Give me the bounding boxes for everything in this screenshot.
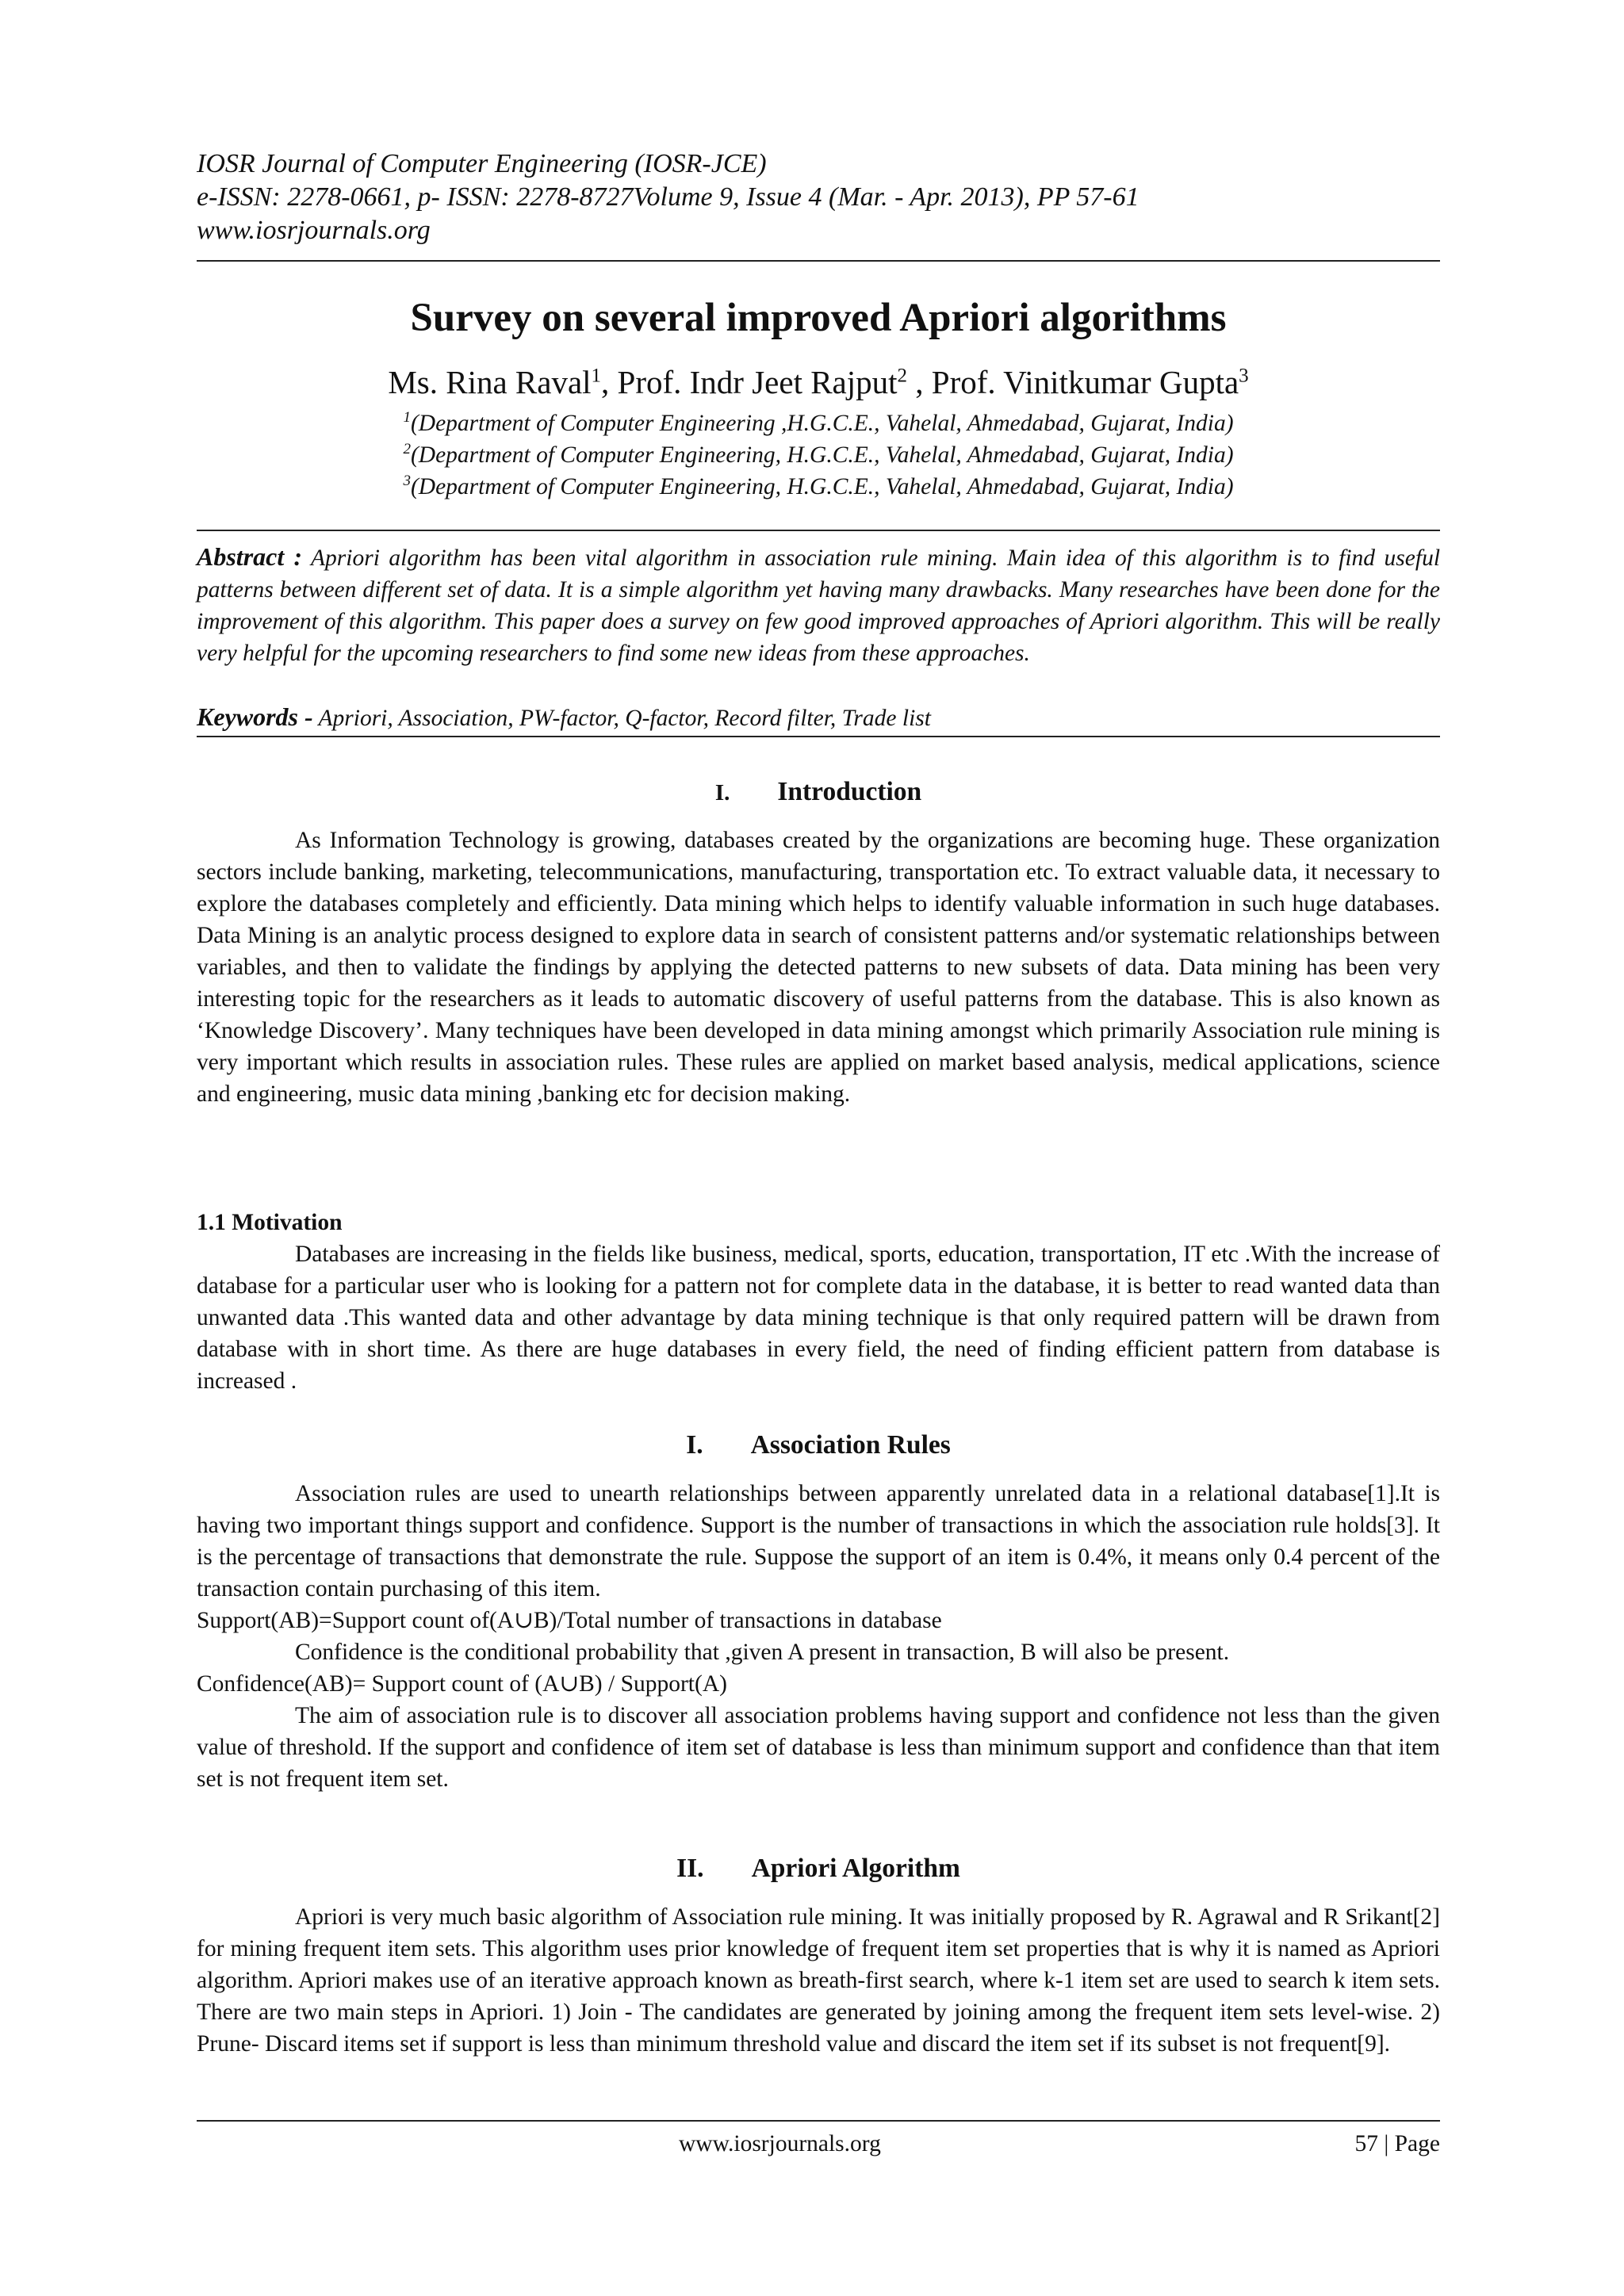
affiliation: [197, 471, 1440, 503]
abstract: [197, 541, 1440, 669]
footer-rule: [197, 2120, 1440, 2122]
keywords-label: Keywords -: [197, 702, 313, 731]
affiliations: [197, 408, 1440, 503]
section-number: II.: [676, 1854, 704, 1883]
section-number: I.: [714, 780, 730, 806]
paragraph: Apriori is very much basic algorithm of Association rule mining. It was initially proposed by R. Agrawal and R Srikant[2] for mining frequent item sets. This algorithm uses prior knowledge of frequent item set properties that is why it is named as Apriori algorithm. Apriori makes use of an iterative approach known as breath-first search, where k-1 item set are used to search k item sets. There are two main steps in Apriori. 1) Join - The candidates are generated by joining among the frequent item sets level-wise. 2) Prune- Discard items set if support is less than minimum threshold value and discard the item set if its subset is not frequent[9].: [197, 1904, 1440, 2057]
author-name: Prof. Indr Jeet Rajput: [617, 364, 898, 400]
paragraph: Databases are increasing in the fields like business, medical, sports, education, transportation, IT etc .With the increase of database for a particular user who is looking for a pattern not for complete data in the database, it is better to read wanted data than unwanted data .This wanted data and other advantage by data mining technique is that only required pattern will be drawn from database with in short time. As there are huge databases in every field, the need of finding efficient pattern from database is increased .: [197, 1242, 1440, 1394]
keywords-text: Apriori, Association, PW-factor, Q-factor, Record filter, Trade list: [318, 706, 931, 731]
section-title: Association Rules: [750, 1430, 951, 1460]
paragraph: The aim of association rule is to discover all association problems having support and confidence not less than the given value of threshold. If the support and confidence of item set of database is less than minimum support and confidence than that item set is not frequent item set.: [197, 1703, 1440, 1792]
affiliation-sup: 2: [403, 441, 411, 458]
paragraph: As Information Technology is growing, databases created by the organizations are becoming huge. These organization sectors include banking, marketing, telecommunications, manufacturing, transportation etc. To extract valuable data, it necessary to explore the databases completely and efficiently. Data mining which helps to identify valuable information in such huge databases. Data Mining is an analytic process designed to explore data in search of consistent patterns and/or systematic relationships between variables, and then to validate the findings by applying the detected patterns to new subsets of data. Data mining has been very interesting topic for the researchers as it leads to automatic discovery of useful patterns from the database. This is also known as ‘Knowledge Discovery’. Many techniques have been developed in data mining amongst which primarily Association rule mining is very important which results in association rules. These rules are applied on market based analysis, medical applications, science and engineering, music data mining ,banking etc for decision making.: [197, 828, 1440, 1107]
section-heading-introduction: [197, 775, 1440, 809]
section-heading-apriori-algorithm: [197, 1852, 1440, 1885]
keywords: [197, 701, 1440, 734]
section-heading-association-rules: [197, 1429, 1440, 1462]
footer-website: www.iosrjournals.org: [679, 2131, 881, 2156]
affiliation-text: (Department of Computer Engineering, H.G.C.E., Vahelal, Ahmedabad, Gujarat, India): [410, 474, 1234, 499]
author-separator: ,: [907, 364, 932, 400]
section-title: Introduction: [777, 777, 922, 806]
issn-line: e-ISSN: 2278-0661, p- ISSN: 2278-8727Volume 9, Issue 4 (Mar. - Apr. 2013), PP 57-61: [197, 182, 1139, 212]
author-sup: 2: [897, 365, 908, 387]
journal-header: [197, 147, 1440, 247]
affiliation-text: (Department of Computer Engineering, H.G.C.E., Vahelal, Ahmedabad, Gujarat, India): [410, 442, 1234, 468]
apriori-body: [197, 1901, 1440, 2060]
abstract-bottom-rule: [197, 736, 1440, 737]
subsection-heading-motivation: 1.1 Motivation: [197, 1210, 343, 1235]
association-rules-body: [197, 1478, 1440, 1795]
journal-name: IOSR Journal of Computer Engineering (IOSR-JCE): [197, 149, 767, 178]
paragraph: Confidence is the conditional probability that ,given A present in transaction, B will also be present.: [295, 1640, 1230, 1665]
journal-website: www.iosrjournals.org: [197, 216, 431, 245]
affiliation: [197, 408, 1440, 439]
abstract-text: Apriori algorithm has been vital algorithm in association rule mining. Main idea of this algorithm is to find useful patterns between different set of data. It is a simple algorithm yet having many drawbacks. Many researches have been done for the improvement of this algorithm. This paper does a survey on few good improved approaches of Apriori algorithm. This will be really very helpful for the upcoming researchers to find some new ideas from these approaches.: [197, 545, 1441, 666]
affiliation-sup: 1: [403, 409, 411, 427]
motivation-body: [197, 1238, 1440, 1397]
author-sup: 3: [1239, 365, 1249, 387]
affiliation: [197, 439, 1440, 471]
introduction-body: [197, 825, 1440, 1110]
author-name: Ms. Rina Raval: [388, 364, 592, 400]
author-name: Prof. Vinitkumar Gupta: [931, 364, 1239, 400]
section-number: I.: [686, 1430, 703, 1460]
header-rule: [197, 260, 1440, 262]
affiliation-sup: 3: [403, 473, 411, 490]
abstract-top-rule: [197, 530, 1440, 531]
paragraph: Association rules are used to unearth relationships between apparently unrelated data in a relational database[1].It is having two important things support and confidence. Support is the number of transactions in which the association rule holds[3]. It is the percentage of transactions that demonstrate the rule. Suppose the support of an item is 0.4%, it means only 0.4 percent of the transaction contain purchasing of this item.: [197, 1481, 1440, 1601]
author-sup: 1: [591, 365, 602, 387]
page-number: 57 | Page: [1354, 2131, 1440, 2156]
section-title: Apriori Algorithm: [751, 1854, 960, 1883]
abstract-label: Abstract :: [197, 542, 303, 571]
affiliation-text: (Department of Computer Engineering ,H.G.C.E., Vahelal, Ahmedabad, Gujarat, India): [410, 411, 1234, 436]
author-separator: ,: [601, 364, 618, 400]
confidence-formula: Confidence(AB)= Support count of (A∪B) / Support(A): [197, 1671, 727, 1697]
authors-line: [197, 362, 1440, 403]
support-formula: Support(AB)=Support count of(A∪B)/Total number of transactions in database: [197, 1608, 942, 1633]
paper-title: Survey on several improved Apriori algorithms: [410, 296, 1227, 340]
